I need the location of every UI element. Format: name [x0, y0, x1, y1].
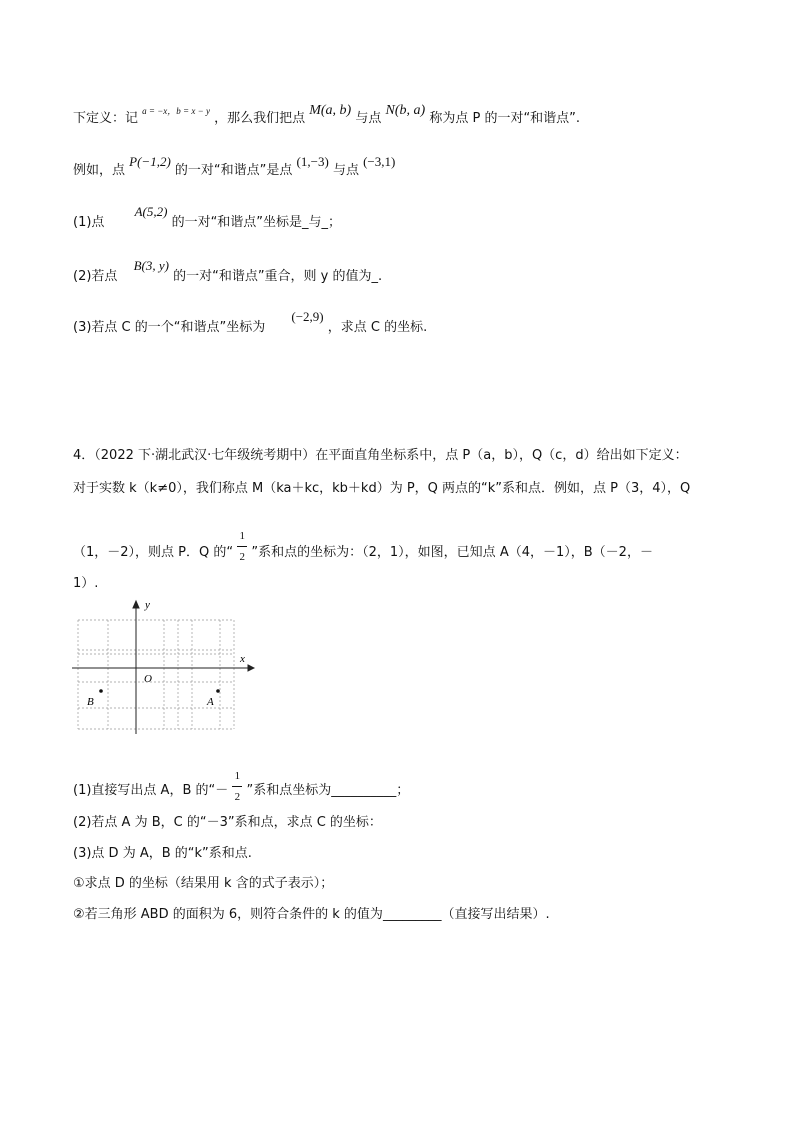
definition-line [73, 103, 581, 127]
point-A-dot [216, 689, 220, 693]
example-and: 与点 [332, 163, 359, 178]
sq1-mid: ”系和点坐标为 [246, 783, 332, 798]
sq1-answer-blank[interactable]: __________ [331, 783, 397, 798]
subquestion-3-part-1: ①求点 D 的坐标（结果用 k 含的式子表示）； [73, 876, 334, 891]
fraction-bar [237, 546, 247, 547]
sq3-2-suffix: （直接写出结果）. [441, 907, 550, 922]
definition-formula: a = −x，b = x − y [142, 106, 210, 116]
q3-text: ，求点 C 的坐标. [327, 320, 428, 335]
point-M: M(a, b) [309, 103, 352, 118]
x-axis-label: x [240, 653, 245, 665]
example-line [73, 154, 396, 179]
coordinate-grid-figure [68, 598, 258, 738]
example-point-P: P(−1,2) [129, 154, 171, 169]
axes [72, 601, 254, 734]
q2-point-B: B(3, y) [133, 258, 169, 273]
question-1 [73, 204, 342, 231]
sq1-fraction-bar [232, 786, 242, 787]
sq3-2-answer-blank[interactable]: _________ [382, 907, 442, 922]
q1-text: 的一对“和谐点”坐标是_与_； [171, 215, 342, 230]
q3-prefix: (3)若点 C 的一个“和谐点”坐标为 [73, 320, 266, 335]
definition-end: 称为点 P 的一对“和谐点”. [429, 111, 581, 126]
sq1-end: ； [396, 783, 410, 798]
definition-mid2: 与点 [355, 111, 382, 126]
example-harmony-1: (1,−3) [296, 154, 329, 169]
example-prefix: 例如，点 [73, 163, 126, 178]
problem4-line2: 对于实数 k（k≠0），我们称点 M（ka＋kc，kb＋kd）为 P，Q 两点的“k”系和点．例如，点 P（3，4），Q [73, 481, 691, 496]
definition-mid1: ，那么我们把点 [214, 111, 306, 126]
example-harmony-2: (−3,1) [363, 154, 396, 169]
definition-prefix: 下定义：记 [73, 111, 139, 126]
point-B-label: B [87, 696, 94, 708]
line3-prefix: （1，－2），则点 P．Q 的“ [73, 545, 234, 560]
subquestion-3-part-2 [73, 907, 550, 923]
neg-half-fraction [232, 768, 242, 805]
sq1-denominator: 2 [234, 791, 241, 803]
q2-prefix: (2)若点 [73, 269, 118, 284]
y-axis-arrow [133, 601, 139, 608]
subquestion-1 [73, 772, 409, 809]
fraction-numerator: 1 [239, 530, 246, 542]
sq1-numerator: 1 [234, 770, 241, 782]
point-A-label: A [207, 696, 214, 708]
subquestion-3: (3)点 D 为 A，B 的“k”系和点. [73, 846, 252, 861]
sq1-prefix: (1)直接写出点 A，B 的“－ [73, 783, 229, 798]
half-fraction [237, 528, 247, 565]
line3-suffix: ”系和点的坐标为：（2，1），如图，已知点 A（4，－1），B（－2，－ [251, 545, 653, 560]
grid-lines [78, 620, 234, 729]
question-3 [73, 309, 428, 336]
y-axis-label: y [145, 599, 150, 611]
point-N: N(b, a) [385, 103, 426, 118]
problem4-line4: 1）. [73, 576, 99, 591]
origin-label: O [144, 673, 152, 685]
x-axis-arrow [248, 665, 254, 671]
problem4-line1: 4．（2022 下·湖北武汉·七年级统考期中）在平面直角坐标系中，点 P（a，b），Q（c，d）给出如下定义： [73, 448, 688, 463]
subquestion-2: (2)若点 A 为 B，C 的“－3”系和点，求点 C 的坐标： [73, 815, 382, 830]
q3-point: (−2,9) [291, 309, 324, 324]
q1-point-A: A(5,2) [134, 204, 168, 219]
question-2 [73, 258, 383, 285]
q1-prefix: (1)点 [73, 215, 105, 230]
q2-text: 的一对“和谐点”重合，则 y 的值为_. [173, 269, 383, 284]
problem4-line3 [73, 530, 653, 571]
example-mid: 的一对“和谐点”是点 [174, 163, 293, 178]
sq3-2-prefix: ②若三角形 ABD 的面积为 6，则符合条件的 k 的值为 [73, 907, 383, 922]
fraction-denominator: 2 [239, 551, 246, 563]
point-B-dot [99, 689, 103, 693]
